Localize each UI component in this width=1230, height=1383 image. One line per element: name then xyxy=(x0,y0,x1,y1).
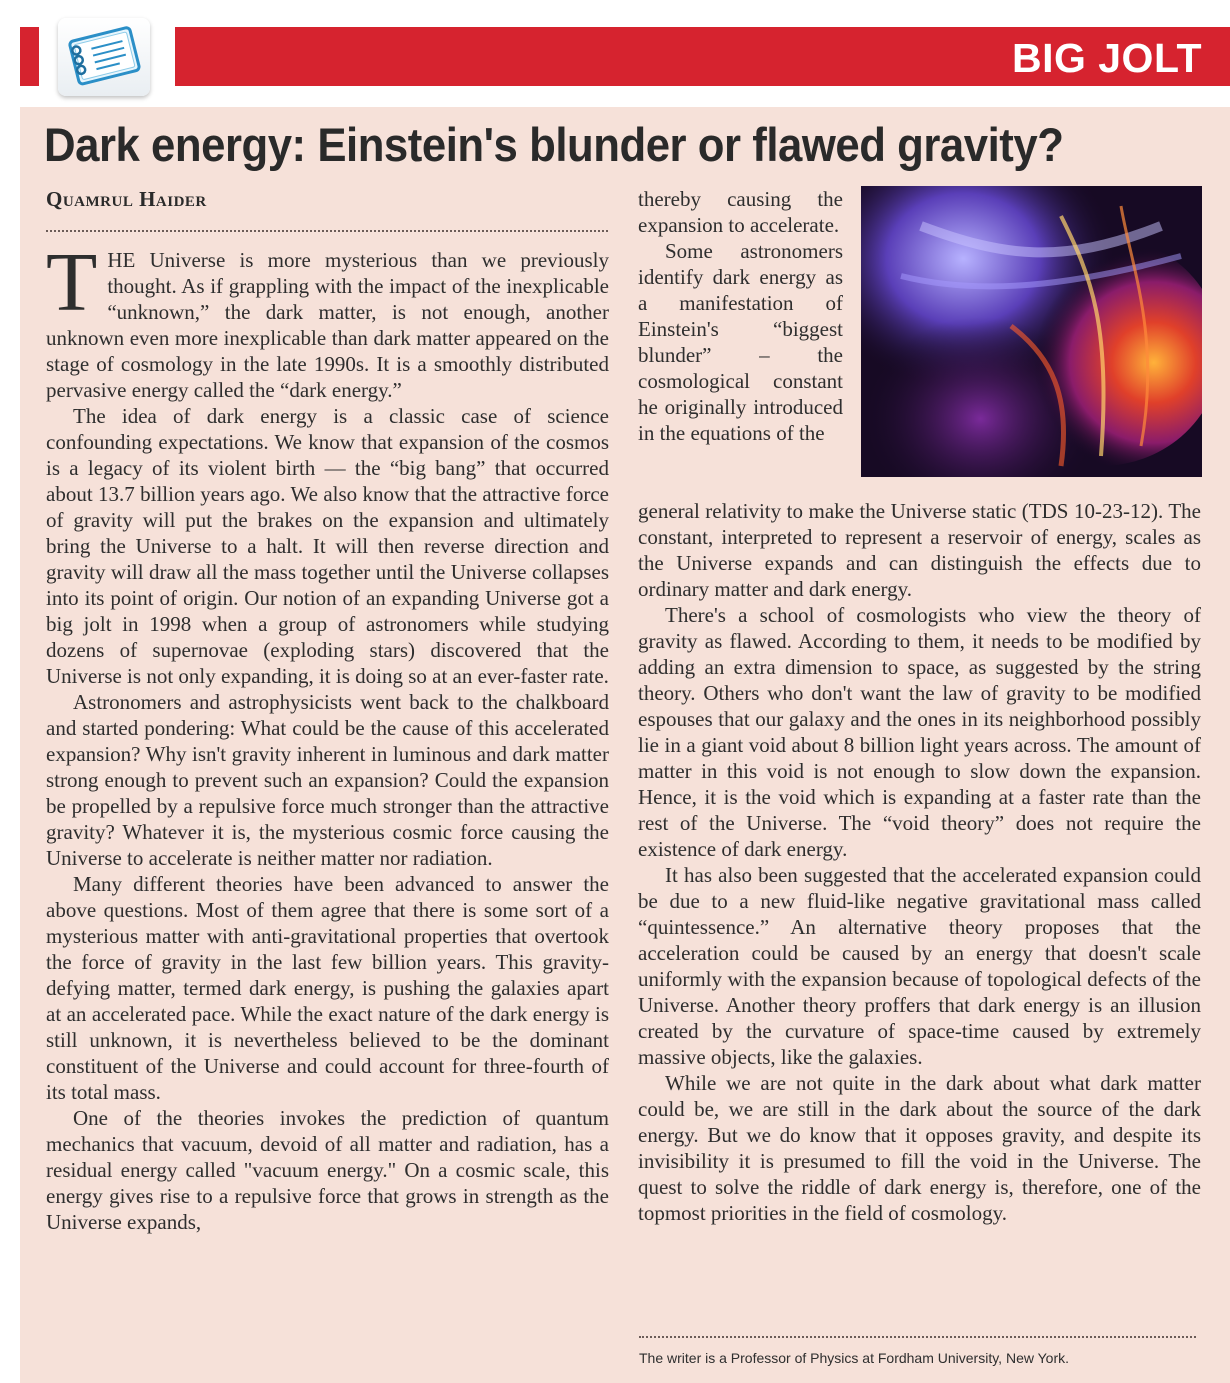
paragraph: Astronomers and astrophysicists went back to the chalkboard and started pondering: What could be the cause of this accelerated expansion? Why isn't gravity inherent in luminous and dark matter strong enough to prevent such an expansion? Could the expansion be propelled by a repulsive force much stronger than the attractive gravity? Whatever it is, the mysterious cosmic force causing the Universe to accelerate is neither matter nor radiation. xyxy=(46,690,609,870)
paragraph: general relativity to make the Universe static (TDS 10-23-12). The constant, interpreted to represent a reservoir of energy, scales as the Universe expands and can distinguish the effects due to ordinary matter and dark energy. xyxy=(638,499,1201,601)
paragraph xyxy=(46,247,609,403)
notebook-icon xyxy=(58,18,150,96)
paragraph: There's a school of cosmologists who view the theory of gravity as flawed. According to them, it needs to be modified by adding an extra dimension to space, as suggested by the string theory. Others who don't want the law of gravity to be modified espouses that our galaxy and the ones in its neighborhood possibly lie in a giant void about 8 billion light years across. The amount of matter in this void is not enough to slow down the expansion. Hence, it is the void which is expanding at a faster rate than the rest of the Universe. The “void theory” does not require the existence of dark energy. xyxy=(638,603,1201,861)
section-label: BIG JOLT xyxy=(1011,35,1202,81)
column-right xyxy=(638,498,1201,1328)
byline-divider xyxy=(46,230,608,232)
footer-divider xyxy=(639,1336,1196,1338)
nebula-photo xyxy=(861,186,1202,477)
paragraph: One of the theories invokes the prediction of quantum mechanics that vacuum, devoid of all matter and radiation, has a residual energy called "vacuum energy." On a cosmic scale, this energy gives rise to a repulsive force that grows in strength as the Universe expands, xyxy=(46,1106,609,1234)
paragraph: thereby causing the expansion to accelerate. xyxy=(638,187,843,237)
column-left xyxy=(46,247,609,1377)
headline: Dark energy: Einstein's blunder or flawed gravity? xyxy=(44,118,1064,171)
paragraph: While we are not quite in the dark about what dark matter could be, we are still in the dark about the source of the dark energy. But we do know that it opposes gravity, and despite its invisibility it is presumed to fill the void in the Universe. The quest to solve the riddle of dark energy is, therefore, one of the topmost priorities in the field of cosmology. xyxy=(638,1071,1201,1225)
byline: Quamrul Haider xyxy=(46,187,207,211)
paragraph: Some astronomers identify dark energy as a manifestation of Einstein's “biggest blunder” – the cosmological constant he originally introduced in the equations of the xyxy=(638,239,843,445)
header-accent-bar-left xyxy=(20,27,39,86)
paragraph: It has also been suggested that the accelerated expansion could be due to a new fluid-like negative gravitational mass called “quintessence.” An alternative theory proposes that the acceleration could be caused by an energy that doesn't scale uniformly with the expansion because of topological defects of the Universe. Another theory proffers that dark energy is an illusion created by the curvature of space-time caused by extremely massive objects, like the galaxies. xyxy=(638,863,1201,1069)
column-right-narrow xyxy=(638,186,843,506)
paragraph: Many different theories have been advanced to answer the above questions. Most of them agree that there is some sort of a mysterious matter with anti-gravitational properties that overtook the force of gravity in the last few billion years. This gravity-defying matter, termed dark energy, is pushing the galaxies apart at an accelerated pace. While the exact nature of the dark energy is still unknown, it is nevertheless believed to be the dominant constituent of the Universe and could account for three-fourth of its total mass. xyxy=(46,872,609,1104)
drop-cap: T xyxy=(46,247,98,329)
writer-note: The writer is a Professor of Physics at Fordham University, New York. xyxy=(639,1350,1069,1366)
paragraph: The idea of dark energy is a classic case of science confounding expectations. We know that expansion of the cosmos is a legacy of its violent birth — the “big bang” that occurred about 13.7 billion years ago. We also know that the attractive force of gravity will put the brakes on the expansion and ultimately bring the Universe to a halt. It will then reverse direction and gravity will draw all the mass together until the Universe collapses into its point of origin. Our notion of an expanding Universe got a big jolt in 1998 when a group of astronomers while studying dozens of supernovae (exploding stars) discovered that the Universe is not only expanding, it is doing so at an ever-faster rate. xyxy=(46,404,609,688)
paragraph-text: HE Universe is more mysterious than we previously thought. As if grappling with the impact of the inexplicable “unknown,” the dark matter, is not enough, another unknown even more inexplicable than dark matter appeared on the stage of cosmology in the late 1990s. It is a smoothly distributed pervasive energy called the “dark energy.” xyxy=(46,248,609,402)
